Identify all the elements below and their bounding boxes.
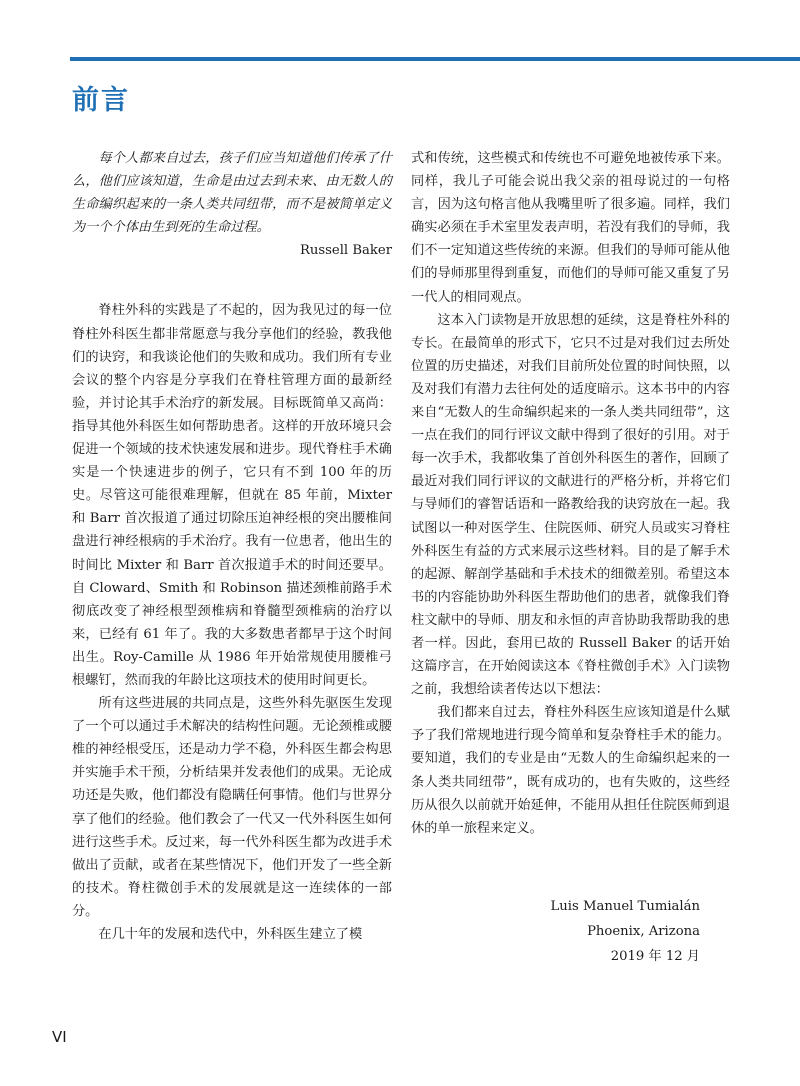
body-paragraph-continuation: 式和传统，这些模式和传统也不可避免地被传承下来。同样，我儿子可能会说出我父亲的祖母说过的一句格言，因为这句格言他从我嘴里听了很多遍。同样，我们确实必须在手术室里发表声明，若没有我们的导师，我们不一定知道这些传统的来源。但我们的导师可能从他们的导师那里得到重复，而他们的导师可能又重复了另一代人的相同观点。 (411, 151, 730, 305)
body-paragraph: 这本入门读物是开放思想的延续，这是脊柱外科的专长。在最简单的形式下，它只不过是对我们过去所处位置的历史描述，对我们目前所处位置的时间快照，以及对我们有潜力去往何处的适度暗示。这本书中的内容来自“无数人的生命编织起来的一条人类共同纽带”，这一点在我们的同行评议文献中得到了很好的引用。对于每一次手术，我都收集了首创外科医生的著作，回顾了最近对我们同行评议的文献进行的严格分析，并将它们与导师们的睿智话语和一路教给我的诀窍放在一起。我试图以一种对医学生、住院医师、研究人员或实习脊柱外科医生有益的方式来展示这些材料。目的是了解手术的起源、解剖学基础和手术技术的细微差别。希望这本书的内容能协助外科医生帮助他们的患者，就像我们脊柱文献中的导师、朋友和永恒的声音协助我帮助我的患者一样。因此，套用已故的 Russell Baker 的话开始这篇序言，在开始阅读这本《脊柱微创手术》入门读物之前，我想给读者传达以下想法： (411, 312, 730, 698)
signature-location: Phoenix, Arizona (587, 924, 700, 939)
body-paragraph: 在几十年的发展和迭代中，外科医生建立了模 (98, 927, 363, 942)
header-rule (70, 57, 800, 61)
signature-date: 2019 年 12 月 (610, 949, 700, 964)
body-paragraph: 所有这些进展的共同点是，这些外科先驱医生发现了一个可以通过手术解决的结构性问题。无论颈椎或腰椎的神经根受压，还是动力学不稳，外科医生都会构思并实施手术干预，分析结果并发表他们的成果。无论成功还是失败，他们都没有隐瞒任何事情。他们与世界分享了他们的经验。他们教会了一代又一代外科医生如何进行这些手术。反过来，每一代外科医生都为改进手术做出了贡献，或者在某些情况下，他们开发了一些全新的技术。脊柱微创手术的发展就是这一连续体的一部分。 (72, 696, 392, 919)
right-column (411, 147, 730, 840)
page-number: VI (52, 1028, 67, 1046)
epigraph-text: 每个人都来自过去，孩子们应当知道他们传承了什么，他们应该知道，生命是由过去到未来、由无数人的生命编织起来的一条人类共同纽带，而不是被简单定义为一个个体由生到死的生命过程。 (72, 151, 392, 236)
signature-block (530, 894, 700, 969)
signature-name: Luis Manuel Tumialán (550, 899, 700, 914)
body-paragraph: 我们都来自过去，脊柱外科医生应该知道是什么赋予了我们常规地进行现今简单和复杂脊柱手术的能力。要知道，我们的专业是由“无数人的生命编织起来的一条人类共同纽带”，既有成功的，也有失败的，这些经历从很久以前就开始延伸，不能用从担任住院医师到退休的单一旅程来定义。 (411, 705, 730, 836)
page-title: 前言 (72, 85, 130, 116)
epigraph-author: Russell Baker (299, 243, 392, 259)
body-paragraph: 脊柱外科的实践是了不起的，因为我见过的每一位脊柱外科医生都非常愿意与我分享他们的经验，教我他们的诀窍，和我谈论他们的失败和成功。我们所有专业会议的整个内容是分享我们在脊柱管理方面的最新经验，并讨论其手术治疗的新发展。目标既简单又高尚：指导其他外科医生如何帮助患者。这样的开放环境只会促进一个领域的技术快速发展和进步。现代脊柱手术确实是一个快速进步的例子，它只有不到 100 年的历史。尽管这可能很难理解，但就在 85 年前，Mixter 和 Barr 首次报道了通过切除压迫神经根的突出腰椎间盘进行神经根病的手术治疗。我有一位患者，他出生的时间比 Mixter 和 Barr 首次报道手术的时间还要早。自 Cloward、Smith 和 Robinson 描述颈椎前路手术彻底改变了神经根型颈椎病和脊髓型颈椎病的治疗以来，已经有 61 年了。我的大多数患者都早于这个时间出生。Roy-Camille 从 1986 年开始常规使用腰椎弓根螺钉，然而我的年龄比这项技术的使用时间更长。 (72, 303, 392, 688)
left-column (72, 147, 392, 946)
